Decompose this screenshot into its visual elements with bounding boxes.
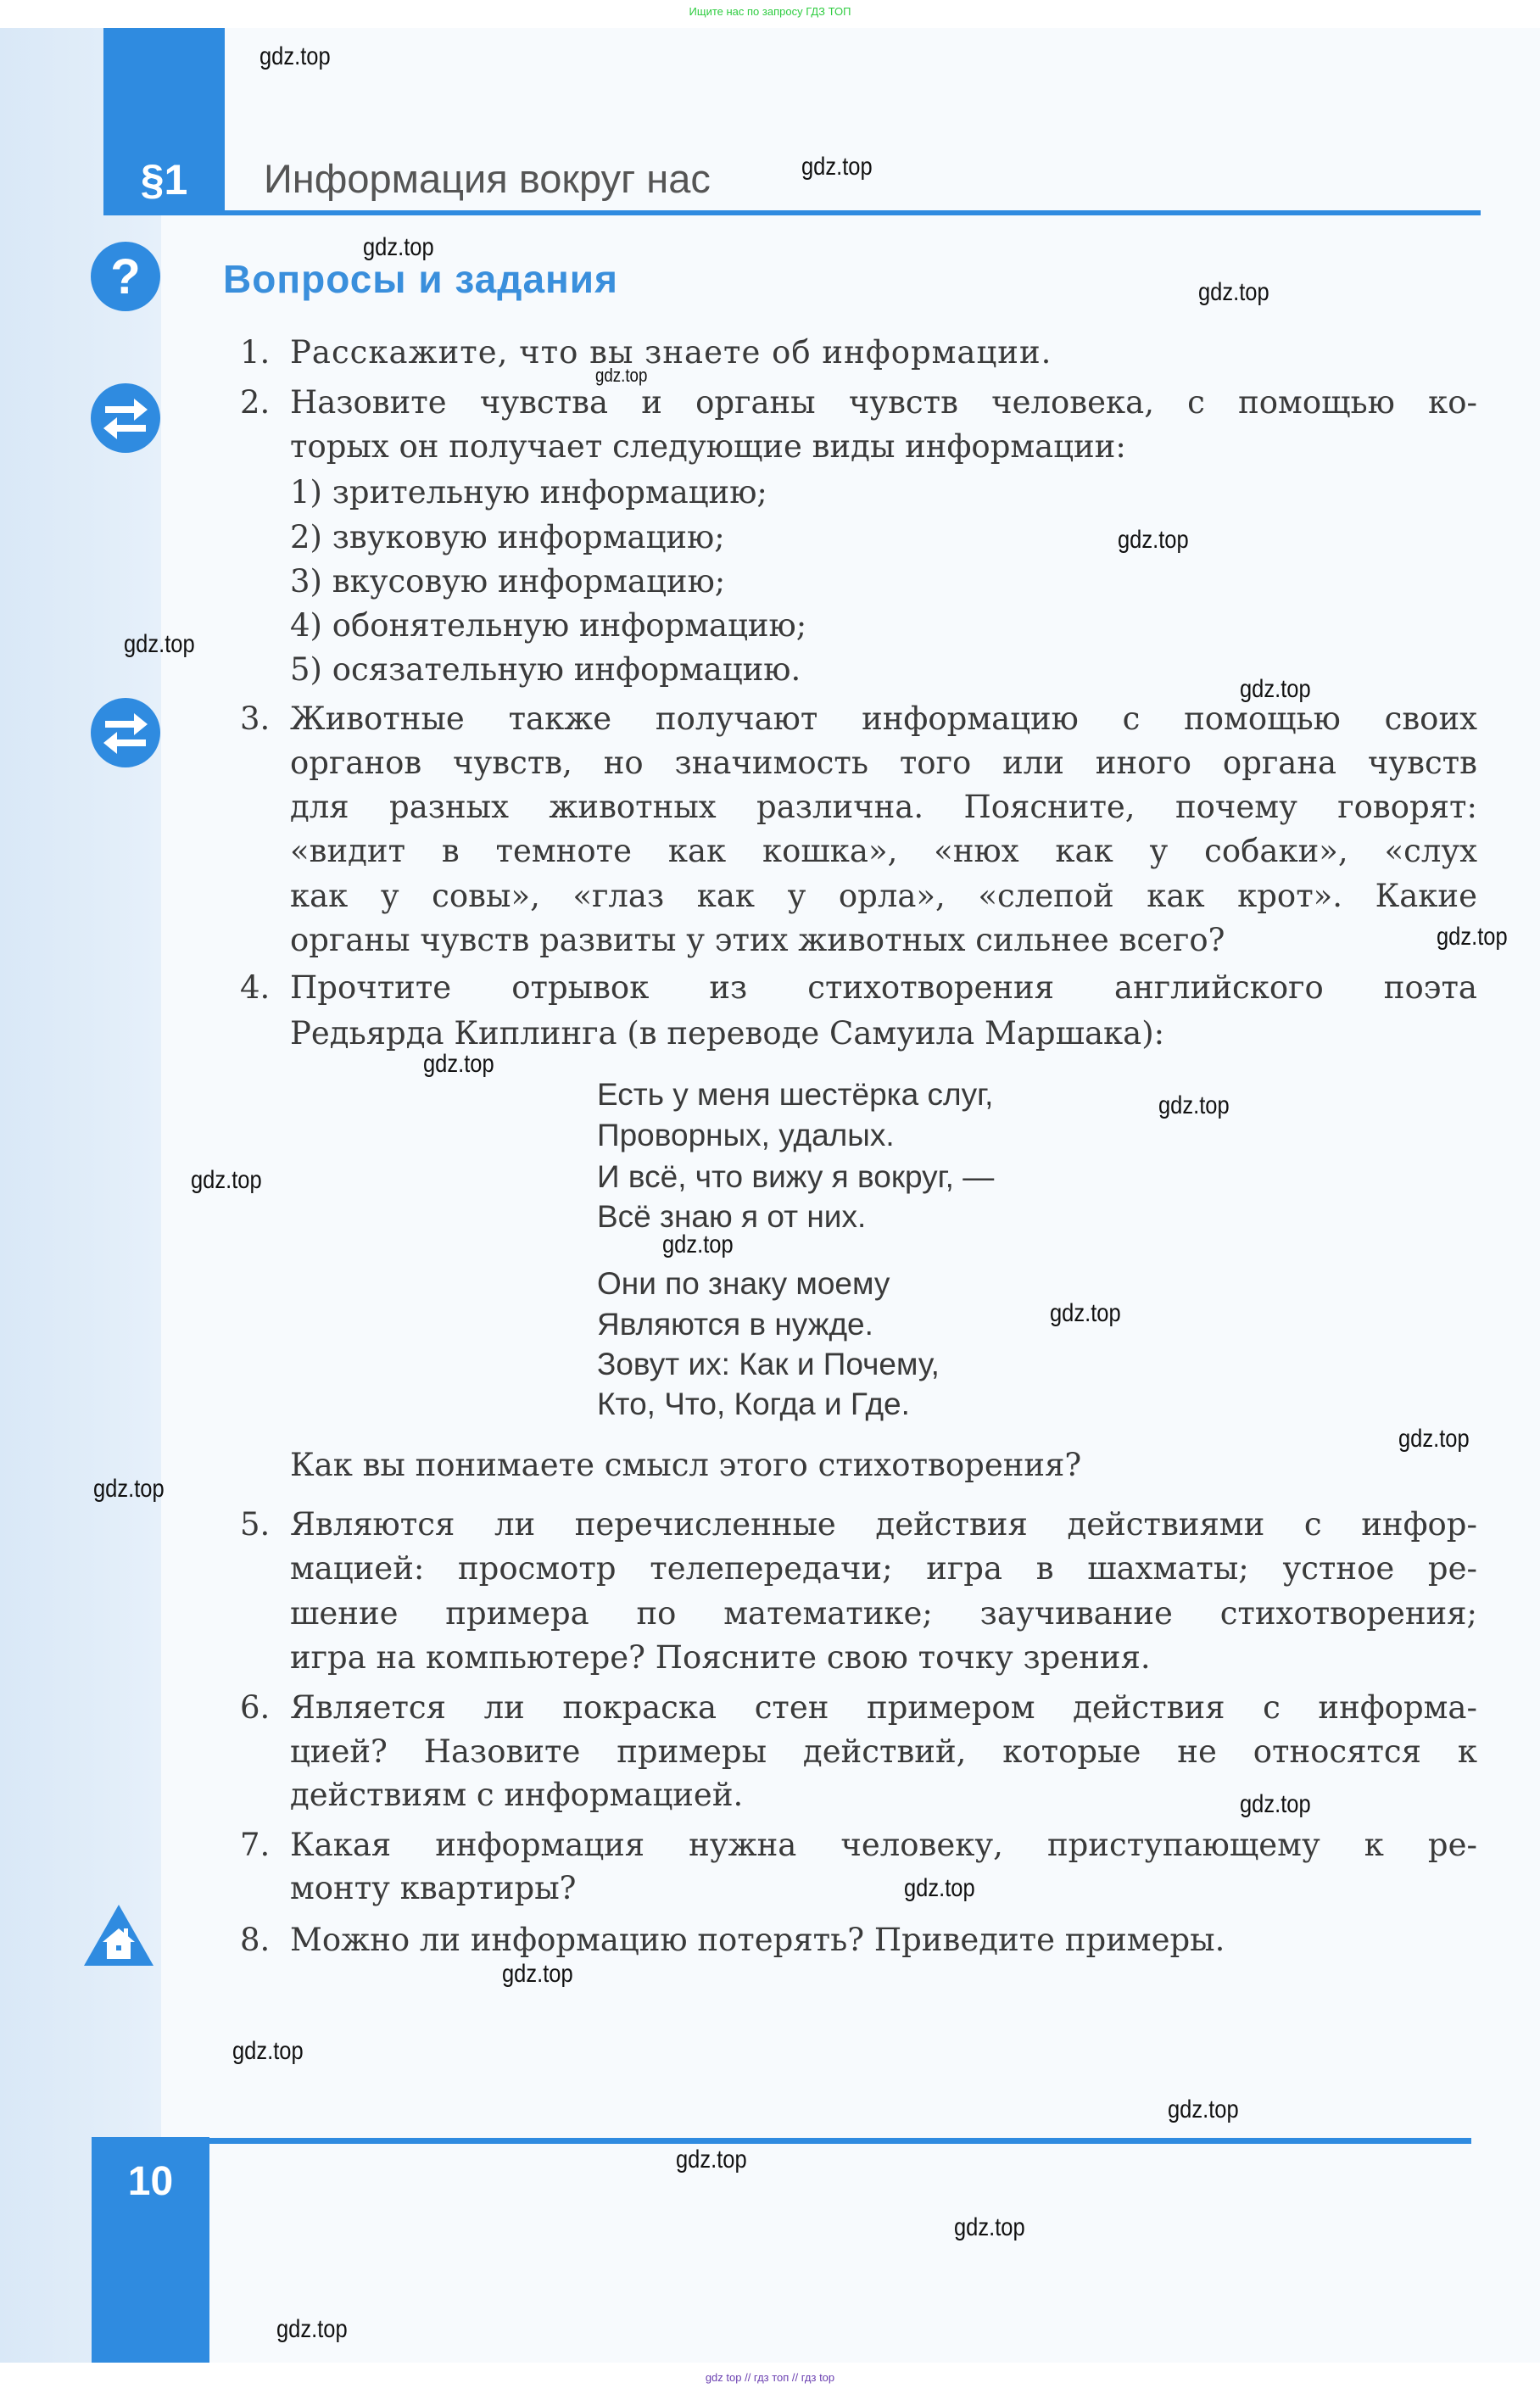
item-number: 5. <box>240 1506 271 1543</box>
watermark: gdz.top <box>676 2146 747 2174</box>
item-2-subitem: 3) вкусовую информацию; <box>290 563 726 600</box>
poem-line: Они по знаку моему <box>597 1266 890 1301</box>
top-banner-text: Ищите нас по запросу ГДЗ ТОП <box>689 5 851 18</box>
watermark: gdz.top <box>363 233 434 261</box>
item-number: 6. <box>240 1689 271 1726</box>
watermark: gdz.top <box>1198 278 1269 306</box>
watermark: gdz.top <box>1168 2095 1239 2123</box>
item-2-subitem: 4) обонятельную информацию; <box>290 607 807 644</box>
poem-line: Кто, Что, Когда и Где. <box>597 1387 910 1421</box>
item-1-line: Расскажите, что вы знаете об информации. <box>290 334 1052 371</box>
watermark: gdz.top <box>93 1475 165 1503</box>
item-number: 3. <box>240 700 271 737</box>
item-2-line: Назовите чувства и органы чувств человека, с помощью ко- <box>290 384 1477 421</box>
watermark: gdz.top <box>801 153 873 181</box>
watermark: gdz.top <box>1437 923 1508 951</box>
watermark: gdz.top <box>232 2037 304 2065</box>
item-4-question: Как вы понимаете смысл этого стихотворения? <box>290 1447 1082 1483</box>
bottom-banner <box>0 2363 1540 2394</box>
top-banner <box>0 0 1540 28</box>
item-7-line: Какая информация нужна человеку, приступающему к ре- <box>290 1827 1477 1863</box>
item-2-subitem: 5) осязательную информацию. <box>290 651 801 688</box>
header-divider <box>225 210 1481 215</box>
watermark: gdz.top <box>259 42 331 70</box>
bottom-banner-text: gdz top // гдз топ // гдз top <box>705 2371 835 2384</box>
item-5-line: мацией: просмотр телепередачи; игра в шахматы; устное ре- <box>290 1550 1477 1587</box>
poem-line: Зовут их: Как и Почему, <box>597 1347 940 1381</box>
item-6-line: действиям с информацией. <box>290 1777 744 1813</box>
watermark: gdz.top <box>1240 1790 1311 1818</box>
watermark: gdz.top <box>662 1230 734 1258</box>
watermark: gdz.top <box>904 1874 975 1902</box>
watermark: gdz.top <box>124 630 195 658</box>
section-title: Информация вокруг нас <box>264 156 711 201</box>
item-3-line: как у совы», «глаз как у орла», «слепой как крот». Какие <box>290 878 1477 914</box>
item-number: 2. <box>240 384 271 421</box>
item-5-line: игра на компьютере? Поясните свою точку зрения. <box>290 1639 1151 1676</box>
item-number: 8. <box>240 1922 271 1958</box>
exchange-arrows-icon <box>90 382 161 454</box>
poem-line: Есть у меня шестёрка слуг, <box>597 1077 994 1112</box>
item-5-line: Являются ли перечисленные действия действиями с инфор- <box>290 1506 1477 1543</box>
item-5-line: шение примера по математике; заучивание стихотворения; <box>290 1595 1477 1632</box>
item-6-line: цией? Назовите примеры действий, которые не относятся к <box>290 1733 1477 1770</box>
watermark: gdz.top <box>502 1960 573 1988</box>
item-2-line: торых он получает следующие виды информации: <box>290 428 1126 465</box>
item-7-line: монту квартиры? <box>290 1870 577 1906</box>
item-number: 7. <box>240 1827 271 1863</box>
exchange-arrows-icon <box>90 697 161 768</box>
item-3-line: органов чувств, но значимость того или иного органа чувств <box>290 745 1477 781</box>
watermark: gdz.top <box>1240 675 1311 703</box>
item-2-subitem: 2) звуковую информацию; <box>290 519 725 555</box>
item-4-line: Прочтите отрывок из стихотворения английского поэта <box>290 969 1477 1006</box>
item-8-line: Можно ли информацию потерять? Приведите примеры. <box>290 1922 1225 1958</box>
watermark: gdz.top <box>1398 1425 1470 1453</box>
watermark: gdz.top <box>595 365 648 386</box>
page-number: 10 <box>127 2159 174 2204</box>
home-icon <box>82 1903 155 1967</box>
item-2-subitem: 1) зрительную информацию; <box>290 474 767 511</box>
watermark: gdz.top <box>1158 1091 1230 1119</box>
item-3-line: для разных животных различна. Поясните, почему говорят: <box>290 789 1477 825</box>
svg-text:?: ? <box>110 249 141 304</box>
section-number: §1 <box>140 156 188 204</box>
poem-line: Проворных, удалых. <box>597 1118 895 1152</box>
item-6-line: Является ли покраска стен примером действия с информа- <box>290 1689 1477 1726</box>
watermark: gdz.top <box>191 1166 262 1194</box>
left-margin <box>0 28 161 2363</box>
question-icon <box>90 241 161 312</box>
item-number: 1. <box>240 334 271 371</box>
item-3-line: органы чувств развиты у этих животных сильнее всего? <box>290 922 1225 958</box>
item-number: 4. <box>240 969 271 1006</box>
poem-line: Являются в нужде. <box>597 1307 873 1342</box>
watermark: gdz.top <box>1050 1299 1121 1327</box>
section-heading: Вопросы и задания <box>223 257 618 301</box>
item-4-line: Редьярда Киплинга (в переводе Самуила Маршака): <box>290 1015 1165 1052</box>
watermark: gdz.top <box>954 2213 1025 2241</box>
watermark: gdz.top <box>423 1050 494 1078</box>
watermark: gdz.top <box>276 2315 348 2343</box>
item-3-line: «видит в темноте как кошка», «нюх как у собаки», «слух <box>290 833 1477 869</box>
watermark: gdz.top <box>1118 526 1189 554</box>
footer-divider <box>209 2138 1471 2144</box>
item-3-line: Животные также получают информацию с помощью своих <box>290 700 1477 737</box>
poem-line: И всё, что вижу я вокруг, — <box>597 1159 995 1194</box>
poem-line: Всё знаю я от них. <box>597 1199 867 1234</box>
